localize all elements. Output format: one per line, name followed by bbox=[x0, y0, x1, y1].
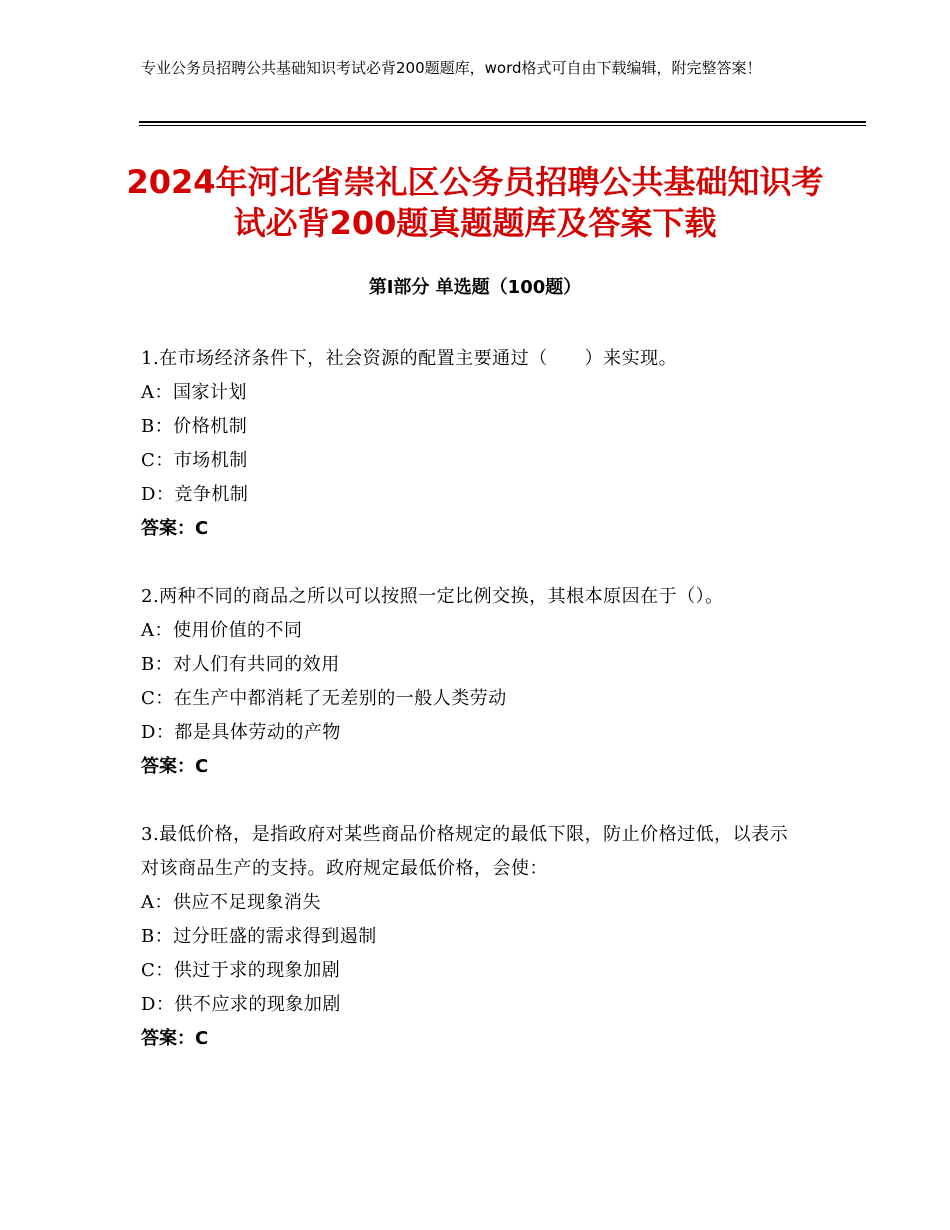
option-a: A：国家计划 bbox=[141, 382, 247, 403]
section-title: 第Ⅰ部分 单选题（100题） bbox=[368, 277, 582, 298]
option-c: C：供过于求的现象加剧 bbox=[141, 960, 341, 981]
document-title: 2024年河北省崇礼区公务员招聘公共基础知识考试必背200题真题题库及答案下载 bbox=[126, 163, 824, 242]
option-d: D：都是具体劳动的产物 bbox=[141, 722, 341, 743]
question-stem: 2.两种不同的商品之所以可以按照一定比例交换，其根本原因在于（）。 bbox=[141, 586, 724, 607]
answer-line: 答案：C bbox=[141, 756, 209, 777]
option-b: B：过分旺盛的需求得到遏制 bbox=[141, 926, 377, 947]
option-d: D：供不应求的现象加剧 bbox=[141, 994, 341, 1015]
option-a: A：使用价值的不同 bbox=[141, 620, 303, 641]
question-stem: 1.在市场经济条件下，社会资源的配置主要通过（ ）来实现。 bbox=[141, 348, 678, 369]
header-rule-thin bbox=[139, 125, 866, 126]
answer-line: 答案：C bbox=[141, 1028, 209, 1049]
question-3 bbox=[141, 818, 801, 1056]
question-2 bbox=[141, 580, 801, 784]
option-d: D：竞争机制 bbox=[141, 484, 249, 505]
question-stem: 3.最低价格，是指政府对某些商品价格规定的最低下限，防止价格过低，以表示对该商品生产的支持。政府规定最低价格，会使： bbox=[141, 824, 789, 879]
option-b: B：价格机制 bbox=[141, 416, 248, 437]
question-list bbox=[141, 342, 801, 1090]
answer-line: 答案：C bbox=[141, 518, 209, 539]
option-c: C：在生产中都消耗了无差别的一般人类劳动 bbox=[141, 688, 507, 709]
option-a: A：供应不足现象消失 bbox=[141, 892, 321, 913]
header-note: 专业公务员招聘公共基础知识考试必背200题题库，word格式可自由下载编辑，附完整答案！ bbox=[141, 59, 762, 77]
option-c: C：市场机制 bbox=[141, 450, 248, 471]
option-b: B：对人们有共同的效用 bbox=[141, 654, 340, 675]
question-1 bbox=[141, 342, 801, 546]
header-rule-thick bbox=[139, 121, 866, 123]
